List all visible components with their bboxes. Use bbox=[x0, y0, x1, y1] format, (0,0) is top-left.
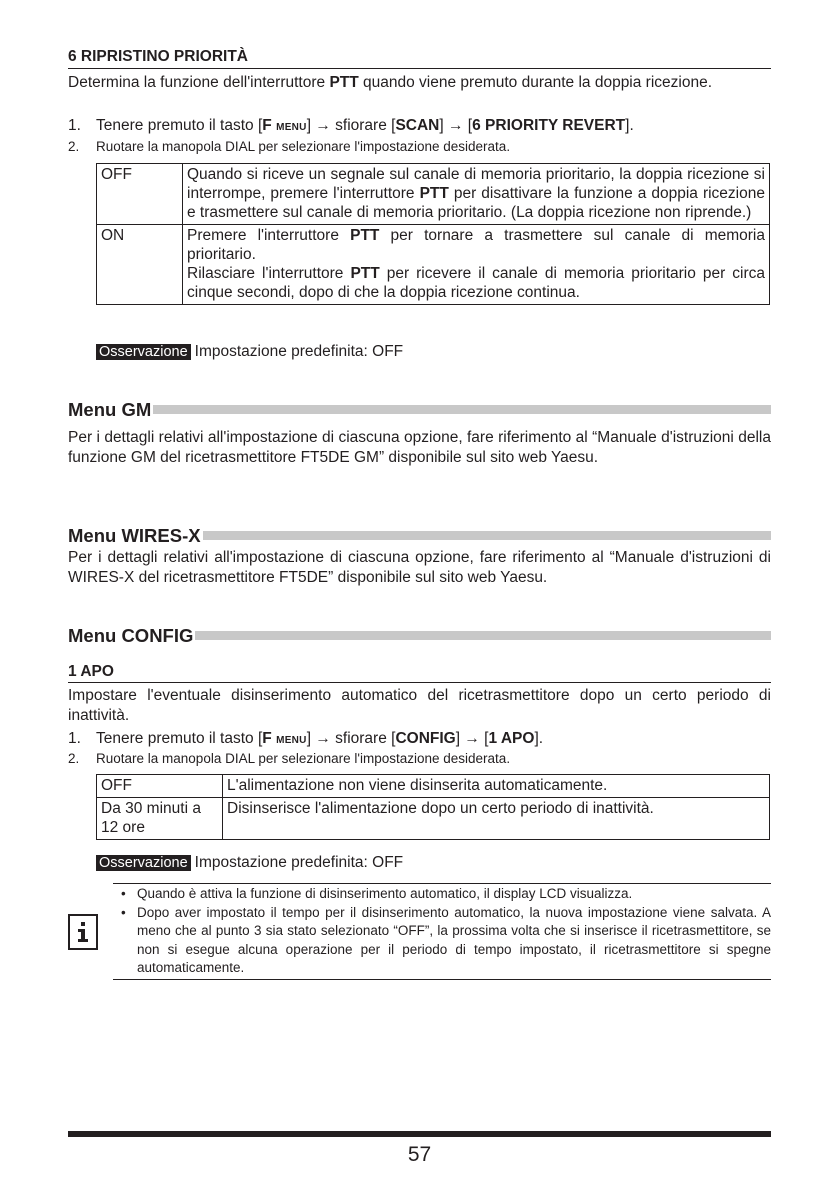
menu-gm-title: Menu GM bbox=[68, 399, 152, 420]
priority-step-2 bbox=[68, 138, 771, 156]
priority-intro-text: Determina la funzione dell'interruttore bbox=[68, 74, 330, 91]
step-text: ] bbox=[439, 117, 448, 134]
observation-text: Impostazione predefinita: OFF bbox=[194, 343, 404, 360]
menu-item-label: 6 PRIORITY REVERT bbox=[472, 117, 626, 134]
apo-intro: Impostare l'eventuale disinserimento automatico del ricetrasmettitore dopo un certo periodo di inattività. bbox=[68, 687, 771, 724]
desc-text: per tornare a trasmettere sul canale di memoria prioritario. bbox=[187, 227, 765, 263]
step-text: ] bbox=[455, 730, 465, 747]
step-text: ]. bbox=[534, 730, 544, 747]
apo-steps bbox=[68, 729, 771, 751]
apo-options-table bbox=[96, 774, 770, 840]
table-row bbox=[97, 775, 770, 798]
note-top-rule bbox=[113, 883, 771, 884]
menu-config-title: Menu CONFIG bbox=[68, 625, 194, 646]
step-text: Ruotare la manopola DIAL per selezionare l'impostazione desiderata. bbox=[96, 139, 511, 154]
priority-intro-text-2: quando viene premuto durante la doppia ricezione. bbox=[358, 74, 713, 91]
priority-options-table bbox=[96, 163, 770, 305]
table-row bbox=[97, 798, 770, 840]
observation-badge: Osservazione bbox=[96, 344, 191, 360]
desc-text: per disattivare la funzione a doppia ricezione e trasmettere sul canale di memoria prioritario. (La doppia ricezione non riprende.) bbox=[187, 185, 765, 221]
menu-gm-band bbox=[68, 405, 771, 414]
observation-text: Impostazione predefinita: OFF bbox=[194, 854, 404, 871]
apo-steps-2 bbox=[68, 750, 771, 768]
step-text: sfiorare [ bbox=[330, 730, 396, 747]
ptt-label: PTT bbox=[419, 185, 449, 202]
step-number: 2. bbox=[68, 751, 80, 766]
desc-text: per ricevere il canale di memoria prioritario per circa cinque secondi, dopo di che la doppia ricezione continua. bbox=[187, 265, 766, 301]
arrow-icon: → bbox=[315, 117, 331, 134]
desc-text: Quando si riceve un segnale sul canale di memoria prioritario, la doppia ricezione si interrompe, premere l'interruttore bbox=[187, 166, 765, 202]
key-f: F bbox=[262, 117, 272, 134]
step-number: 1. bbox=[68, 117, 81, 134]
desc-text: Rilasciare l'interruttore bbox=[187, 265, 351, 282]
ptt-label: PTT bbox=[350, 227, 380, 244]
ptt-label: PTT bbox=[350, 265, 380, 282]
step-text: Tenere premuto il tasto [ bbox=[96, 117, 263, 134]
scan-label: SCAN bbox=[395, 117, 440, 134]
option-key: Da 30 minuti a 12 ore bbox=[97, 798, 223, 840]
apo-observation bbox=[96, 853, 403, 873]
step-text: ]. bbox=[625, 117, 634, 134]
ptt-label: PTT bbox=[329, 74, 359, 91]
step-number: 1. bbox=[68, 730, 81, 747]
menu-item-label: 1 APO bbox=[488, 730, 535, 747]
section-underline bbox=[68, 68, 771, 69]
option-description bbox=[183, 225, 770, 305]
manual-page bbox=[68, 0, 771, 1192]
key-f: F bbox=[262, 730, 272, 747]
option-key: OFF bbox=[97, 164, 183, 225]
option-key: ON bbox=[97, 225, 183, 305]
apo-step-2 bbox=[68, 750, 771, 768]
table-row bbox=[97, 225, 770, 305]
apo-step-1 bbox=[68, 729, 771, 751]
step-text: ] bbox=[306, 730, 316, 747]
step-text: Tenere premuto il tasto [ bbox=[96, 730, 263, 747]
note-bottom-rule bbox=[113, 979, 771, 980]
step-text: ] bbox=[306, 117, 316, 134]
key-menu: MENU bbox=[276, 122, 307, 133]
step-text: sfiorare [ bbox=[330, 117, 396, 134]
section-title-priority-revert: 6 RIPRISTINO PRIORITÀ bbox=[68, 48, 248, 65]
page-number: 57 bbox=[407, 1143, 432, 1166]
step-number: 2. bbox=[68, 139, 80, 154]
note-item: • Dopo aver impostato il tempo per il disinserimento automatico, la nuova impostazione viene salvata. A meno che al punto 3 sia stato selezionato “OFF”, la prossima volta che si inserisce il ricetrasmettitore, se non si esegue alcuna operazione per il periodo di tempo impostato, il ricetrasmettitore si spegne automaticamente. bbox=[115, 904, 771, 978]
arrow-icon: → bbox=[464, 730, 480, 747]
menu-wires-title: Menu WIRES-X bbox=[68, 525, 201, 546]
key-menu: MENU bbox=[276, 735, 307, 746]
menu-wires-body: Per i dettagli relativi all'impostazione di ciascuna opzione, fare riferimento al “Manuale d'istruzioni di WIRES-X del ricetrasmettitore FT5DE” disponibile sul sito web Yaesu. bbox=[68, 549, 771, 586]
menu-gm-body: Per i dettagli relativi all'impostazione di ciascuna opzione, fare riferimento al “Manuale d'istruzioni della funzione GM del ricetrasmettitore FT5DE GM” disponibile sul sito web Yaesu. bbox=[68, 429, 771, 466]
step-text: [ bbox=[479, 730, 489, 747]
table-row bbox=[97, 164, 770, 225]
priority-steps bbox=[68, 116, 771, 138]
priority-intro bbox=[68, 73, 771, 93]
step-text: Ruotare la manopola DIAL per selezionare l'impostazione desiderata. bbox=[96, 751, 511, 766]
priority-observation bbox=[96, 342, 403, 362]
arrow-icon: → bbox=[448, 117, 464, 134]
option-description bbox=[183, 164, 770, 225]
note-list bbox=[115, 885, 771, 978]
option-key: OFF bbox=[97, 775, 223, 798]
note-item: • Quando è attiva la funzione di disinserimento automatico, il display LCD visualizza. bbox=[115, 885, 771, 904]
option-description: Disinserisce l'alimentazione dopo un certo periodo di inattività. bbox=[223, 798, 770, 840]
priority-steps-2 bbox=[68, 138, 771, 156]
section-underline bbox=[68, 682, 771, 683]
priority-step-1 bbox=[68, 116, 771, 138]
footer-bar bbox=[68, 1131, 771, 1137]
option-description: L'alimentazione non viene disinserita automaticamente. bbox=[223, 775, 770, 798]
config-label: CONFIG bbox=[395, 730, 456, 747]
desc-text: Premere l'interruttore bbox=[187, 227, 351, 244]
section-title-apo: 1 APO bbox=[68, 663, 114, 680]
observation-badge: Osservazione bbox=[96, 855, 191, 871]
step-text: [ bbox=[463, 117, 473, 134]
arrow-icon: → bbox=[315, 730, 331, 747]
info-icon bbox=[68, 914, 98, 950]
